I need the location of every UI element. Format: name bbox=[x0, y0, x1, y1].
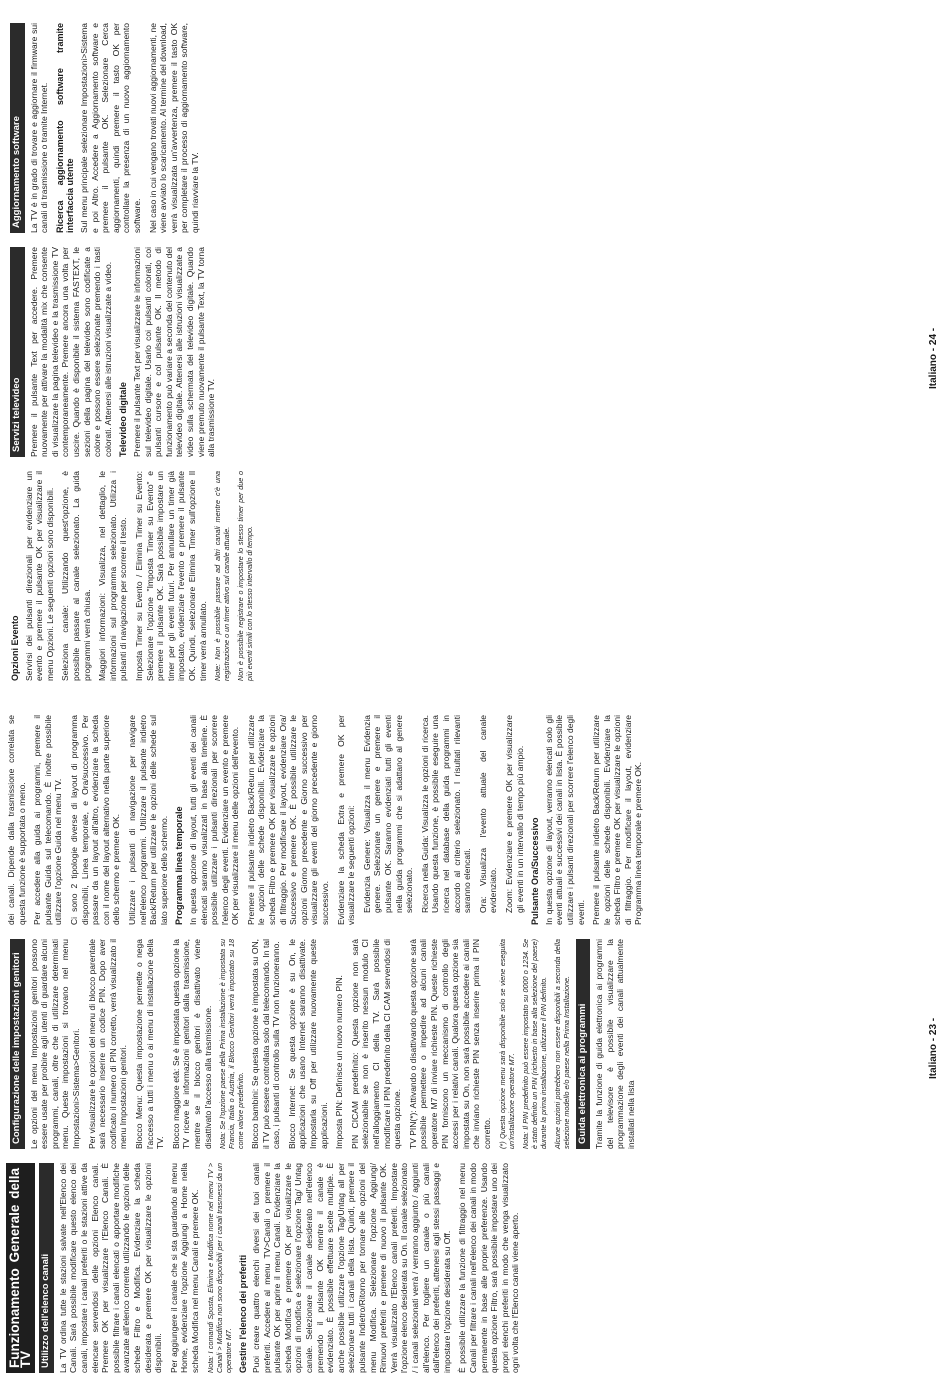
page24-column-2 bbox=[6, 247, 222, 457]
paragraph: Puoi creare quattro elenchi diversi dei tuoi canali preferiti. Accedere al menu TV>Canali o premere il pulsante OK per aprire il menu Canali. Evidenziare la scheda Modifica e premere OK per visualizzare le opzioni di modifica e selezionare l'opzione Tag/ Untag canale. Selezionare il canale desiderato nell'elenco premendo il pulsante OK mentre il canale è evidenziato. È possibile effettuare scelte multiple. È anche possibile utilizzare l'opzione Tag/Untag all per selezionare tutti i canali della lista. Quindi, premere il pulsante Indietro/Ritorno per tornare alle opzioni del menu Modifica. Selezionare l'opzione Aggiungi/ Rimuovi preferiti e premere di nuovo il pulsante OK. Verrà visualizzato l'Elenco canali preferiti. Impostare l'opzione elenco desiderata su On. Il canale selezionato / i canali selezionati verrà / verranno aggiunto / aggiunti all'elenco. Per togliere un canale o più canali dall'elenco dei preferiti, attenersi agli stessi passaggi e impostare l'opzione desiderata su Off. bbox=[251, 1163, 452, 1373]
paragraph: PIN CICAM predefinito: Questa opzione non sarà selezionabile se non è inserito nessun modulo CI nell'alloggiamento CI della TV. Sarà possibile modificare il PIN predefinito della CI CAM servendosi di questa opzione. bbox=[349, 939, 403, 1149]
page-title: Funzionamento Generale della TV bbox=[6, 1163, 35, 1373]
paragraph: Maggiori informazioni: Visualizza, nel dettaglio, le informazioni sul programma selezionato. Utilizza i pulsanti di navigazione per scorrere il testo. bbox=[97, 471, 129, 681]
manual-page-24 bbox=[0, 0, 950, 689]
paragraph: Seleziona canale: Utilizzando quest'opzione, è possibile passare al canale selezionato. La guida programmi verrà chiusa. bbox=[60, 471, 92, 681]
paragraph: Blocco Menu: Questa impostazione permette o nega l'accesso a tutti i menu o ai menu di installazione della TV. bbox=[133, 939, 166, 1149]
page23-column-2 bbox=[6, 939, 642, 1149]
section-heading-epg: Guida elettronica ai programmi bbox=[576, 939, 591, 1149]
paragraph: Nel caso in cui vengano trovati nuovi aggiornamenti, ne viene avviato lo scaricamento. Al termine del download, verrà visualizzata un'avvertenza, premere il tasto OK per completare il processo di aggiornamento software, quindi riavviare la TV. bbox=[147, 23, 200, 233]
paragraph: Premere il pulsante Text per visualizzare le informazioni sul televideo digitale. Usarlo coi pulsanti colorati, coi pulsanti cursore e col pulsante OK. Il metodo di funzionamento può variare a seconda del contenuto del televideo digitale. Attenersi alle istruzioni visualizzate a video sulla schermata del televideo digitale. Quando viene premuto nuovamente il pulsante Text, la TV torna alla trasmissione TV. bbox=[131, 247, 217, 457]
note: Alcune opzioni potrebbero non essere disponibili a seconda della selezione modello e/o paese nella Prima Installazione. bbox=[552, 939, 571, 1149]
paragraph: Blocco bambini: Se questa opzione è impostata su ON, il TV può essere controllata solo dal telecomando. In tal caso, i pulsanti di controllo sulla TV non funzioneranno. bbox=[250, 939, 282, 1149]
paragraph: Le opzioni del menu Impostazioni genitori possono essere usate per proibire agli utenti di guardare alcuni programmi, canali, oltre che di utilizzare determinati menu. Queste impostazioni si trovano nel menu Impostazioni>Sistema>Genitori. bbox=[28, 939, 81, 1149]
paragraph: Per accedere alla guida ai programmi, premere il pulsante Guida sul telecomando. È inoltre possibile utilizzare l'opzione Guida nel menu TV. bbox=[32, 715, 64, 925]
paragraph: Blocco Internet: Se questa opzione è su On, le applicazioni che usano Internet saranno disattivate. Impostarla su Off per utilizzare nuovamente queste applicazioni. bbox=[286, 939, 329, 1149]
paragraph: Zoom: Evidenziare e premere OK per visualizzare gli eventi in un intervallo di tempo più ampio. bbox=[503, 715, 525, 913]
paragraph: Imposta Timer su Evento / Elimina Timer su Evento: Selezionare l'opzione "Imposta Timer su Evento" e premere il pulsante OK. Sarà possibile impostare un timer per gli eventi futuri. Per annullare un timer già impostato, evidenziare l'evento e premere il pulsante OK. Quindi, selezionare Elimina Timer sull'opzione Il timer verrà annullato. bbox=[133, 471, 208, 681]
paragraph: Premere il pulsante indietro Back/Return per utilizzare le opzioni delle schede disponibili. Evidenziare la scheda Filtro e premere OK per visualizzare le opzioni di filtraggio. Per modificare il layout, evidenziare Programma linea temporale e premere OK. bbox=[591, 715, 644, 925]
subheading-digital-teletext: Televideo digitale bbox=[118, 382, 129, 457]
note: Nota: Il PIN predefinito può essere impostato su 0000 o 1234. Se è stato definito un PIN (richiesto in base alla selezione del paese) durante la prima installazione, utilizzare il PIN definito. bbox=[520, 939, 548, 1149]
note: Nota: I comandi Sposta, Elimina e Modifica nome nel menu TV > Canali > Modifica non sono disponibili per i canali trasmessi da un operatore M7. bbox=[205, 1163, 233, 1373]
section-heading-teletext: Servizi televideo bbox=[10, 247, 25, 457]
paragraph: La TV ordina tutte le stazioni salvate nell'Elenco dei Canali. Sarà possibile modificare questo elenco dei canali, impostare i canali preferiti o le stazioni attive da elencare servendosi delle opzioni Elenco canali. Premere OK per visualizzare l'Elenco Canali. È possibile filtrare i canali elencati o apportare modifiche avanzate all'elenco corrente utilizzando le opzioni delle schede Filtro e Modifica. Evidenziare la scheda desiderata e premere OK per visualizzare le opzioni disponibili. bbox=[57, 1163, 164, 1373]
note: Note: Non è possibile passare ad altri canali mentre c'è una registrazione o un timer attivo sul canale attuale. bbox=[213, 471, 232, 681]
paragraph: Tramite la funzione di guida elettronica ai programmi del televisore è possibile visualizzare la programmazione degli eventi dei canali attualmente installati nella lista bbox=[594, 939, 636, 1149]
page24-column-1 bbox=[6, 471, 259, 681]
section-heading-parental: Configurazione delle impostazioni genitori bbox=[10, 939, 25, 1149]
paragraph: TV PIN(*): Attivando o disattivando questa opzione sarà possibile permettere o impedire ad alcuni canali operatore M7 di inviare richieste PIN. Queste richieste PIN forniscono un meccanismo di controllo degli accessi per i relativi canali. Qualora questa opzione sia impostata su On, non sarà possibile accedere ai canali che inviano richieste PIN senza inserire prima il PIN corretto. bbox=[407, 939, 492, 1149]
manual-page-23 bbox=[0, 689, 950, 1379]
paragraph: Premere il pulsante Text per accedere. Premere nuovamente per attivare la modalità mix che consente di visualizzare la pagina televideo e la trasmissione TV contemporaneamente. Premere ancora una volta per uscire. Quando è disponibile il sistema FASTEXT, le sezioni della pagina del televideo sono codificate a colore e possono essere selezionate premendo i tasti colorati. Attenersi alle istruzioni visualizzate a video. bbox=[28, 247, 113, 457]
paragraph: Utilizzare i pulsanti di navigazione per navigare nell'elenco programmi. Utilizzare il pulsante indietro Back/Return per utilizzare le opzioni delle schede sul lato superiore dello schermo. bbox=[126, 715, 169, 925]
paragraph: Per visualizzare le opzioni del menu di blocco parentale sarà necessario inserire un codice PIN. Dopo aver codificato il numero di PIN corretto, verrà visualizzato il menu Impostazioni genitori. bbox=[86, 939, 129, 1149]
paragraph: Evidenziare la scheda Extra e premere OK per visualizzare le seguenti opzioni: bbox=[335, 715, 357, 925]
paragraph: In questa opzione di layout, tutti gli eventi dei canali elencati saranno visualizzati in base alla timeline. È possibile utilizzare i pulsanti direzionali per scorrere l'elenco degli eventi. Evidenziare un evento e premere OK per visualizzare il menu delle opzioni dell'evento. bbox=[187, 715, 241, 925]
paragraph: Ricerca nella Guida: Visualizza le opzioni di ricerca. Usando questa funzione, è possibile eseguire una ricerca nel database della guida programmi in accordo al criterio selezionato. I risultati rilevanti saranno elencati. bbox=[419, 715, 473, 913]
subheading-timeline: Programma linea temporale bbox=[174, 806, 185, 925]
subheading-now-next: Pulsante Ora/Successivo bbox=[530, 817, 541, 925]
paragraph: dei canali. Dipende dalla trasmissione correlata se questa funzione è supportata o meno. bbox=[6, 715, 27, 925]
paragraph: Premere il pulsante indietro Back/Return per utilizzare le opzioni delle schede disponibili. Evidenziare la scheda Filtro e premere OK per visualizzare le opzioni di filtraggio. Per modificare il layout, evidenziare Ora/ Successivo e premere OK. È possibile utilizzare le opzioni Giorno precedente e Giorno successivo per visualizzare gli eventi del giorno precedente e giorno successivo. bbox=[245, 715, 331, 925]
section-heading-software-update: Aggiornamento software bbox=[10, 23, 25, 233]
paragraph: Ci sono 2 tipologie diverse di layout di programma disponibili, Linea temporale, e Ora/successivo. Per passare da un layout all'altro, evidenziare la scheda con il nome del layout alternativo nella parte superiore dello schermo e premere OK. bbox=[68, 715, 122, 925]
section-heading-channel-list: Utilizzo dell'elenco canali bbox=[39, 1163, 54, 1373]
paragraph: Sul menu principale selezionare Impostazioni>Sistema e poi Altro. Accedere a Aggiornamento software e premere il pulsante OK. Selezionare Cerca aggiornamenti, quindi premere il tasto OK per controllare la presenza di un nuovo aggiornamento software. bbox=[78, 23, 142, 233]
page-number: Italiano - 24 - bbox=[928, 327, 939, 389]
paragraph: Imposta PIN: Definisce un nuovo numero PIN. bbox=[334, 975, 345, 1149]
note: Non è possibile registrare o impostare lo stesso timer per due o più eventi simili con lo stesso intervallo di tempo. bbox=[236, 471, 255, 681]
page-number: Italiano - 23 - bbox=[928, 1017, 939, 1079]
page23-column-1 bbox=[6, 1163, 526, 1373]
paragraph: Evidenzia Genere: Visualizza il menu Evidenzia genere. Selezionare un genere e premere il pulsante OK. Saranno evidenziati tutti gli eventi nella guida programmi che si adattano al genere selezionato. bbox=[361, 715, 415, 913]
page24-column-3 bbox=[6, 23, 206, 233]
paragraph: È possibile utilizzare la funzione di filtraggio nel menu Canali per filtrare i canali nell'elenco dei canali in modo permanente in base alle proprie preferenze. Usando questa opzione Filtro, sarà possibile impostare uno dei propri elenchi preferiti in modo che venga visualizzato ogni volta che l'Elenco canali viene aperto. bbox=[457, 1163, 521, 1373]
note: (*) Questa opzione menu sarà disponibile solo se viene eseguita un'installazione operatore M7. bbox=[497, 939, 516, 1149]
paragraph: Servirsi dei pulsanti direzionali per evidenziare un evento e premere il pulsante OK per visualizzare il menu Opzioni. Le seguenti opzioni sono disponibili. bbox=[23, 471, 55, 681]
paragraph: Blocco maggiore età: Se è impostata questa opzione la TV riceve le informazioni genitori dalla trasmissione, mentre se il blocco genitori è disattivato viene disattivato l'accesso alla trasmissione. bbox=[170, 939, 213, 1149]
paragraph: Ora: Visualizza l'evento attuale del canale evidenziato. bbox=[477, 715, 499, 913]
page23-column-3 bbox=[6, 715, 649, 925]
subheading-update-search: Ricerca aggiornamento software tramite interfaccia utente bbox=[54, 23, 76, 233]
note: Nota: Se l'opzione paese della Prima installazione è impostata su Francia, Italia o Austria, il Blocco Genitori verrà impostato su 18 come valore predefinito. bbox=[218, 939, 246, 1149]
paragraph: La TV è in grado di trovare e aggiornare il firmware sui canali di trasmissione o tramite Internet. bbox=[28, 23, 50, 233]
subheading-favourites: Gestire l'elenco dei preferiti bbox=[237, 1254, 248, 1373]
paragraph: Per aggiungere il canale che si sta guardando al menu Home, evidenziare l'opzione Aggiungi a Home nella scheda Modifica nel menu Canali e premere OK. bbox=[168, 1163, 200, 1373]
paragraph: In questa opzione di layout, verranno elencati solo gli eventi attuali e successivi dei canali in lista. È possibile utilizzare i pulsanti direzionali per scorrere l'elenco degli eventi. bbox=[543, 715, 586, 925]
subheading-event-options: Opzioni Evento bbox=[10, 615, 20, 681]
